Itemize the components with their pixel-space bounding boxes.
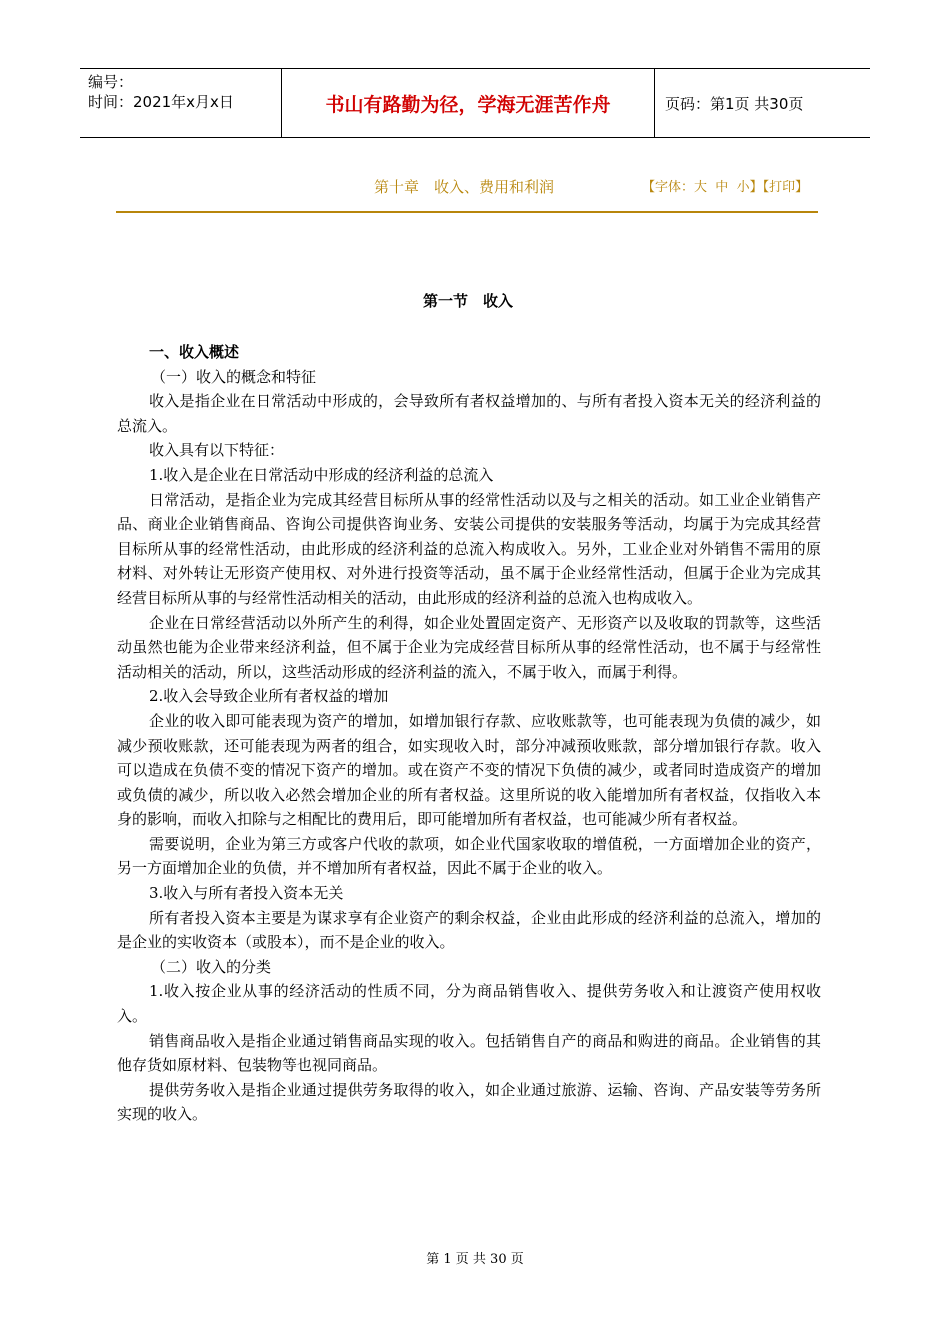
page-footer: 第 1 页 共 30 页	[426, 1252, 524, 1267]
paragraph: 所有者投入资本主要是为谋求享有企业资产的剩余权益，企业由此形成的经济利益的总流入，增加的是企业的实收资本（或股本），而不是企业的收入。	[117, 908, 821, 952]
document-header	[80, 68, 870, 138]
subsection-heading: （一）收入的概念和特征	[151, 367, 317, 386]
paragraph: 3.收入与所有者投入资本无关	[149, 884, 344, 903]
paragraph: 销售商品收入是指企业通过销售商品实现的收入。包括销售自产的商品和购进的商品。企业销售的其他存货如原材料、包装物等也视同商品。	[117, 1031, 821, 1075]
paragraph: 提供劳务收入是指企业通过提供劳务取得的收入，如企业通过旅游、运输、咨询、产品安装等劳务所实现的收入。	[117, 1080, 821, 1124]
header-meta	[80, 69, 282, 137]
font-small-link[interactable]: 小	[736, 180, 750, 195]
chapter-bar	[116, 172, 820, 200]
article-body	[117, 340, 821, 1127]
paragraph: 企业的收入即可能表现为资产的增加，如增加银行存款、应收账款等，也可能表现为负债的减少，如减少预收账款，还可能表现为两者的组合，如实现收入时，部分冲减预收账款，部分增加银行存款。收入可以造成在负债不变的情况下资产的增加。或在资产不变的情况下负债的减少，或者同时造成资产的增加或负债的减少，所以收入必然会增加企业的所有者权益。这里所说的收入能增加所有者权益，仅指收入本身的影响，而收入扣除与之相配比的费用后，即可能增加所有者权益，也可能减少所有者权益。	[117, 711, 821, 829]
section-title: 第一节 收入	[422, 292, 513, 310]
subsection-heading: （二）收入的分类	[151, 957, 272, 976]
font-size-label: 【字体：	[642, 180, 695, 195]
font-tools	[642, 176, 808, 195]
chapter-title: 第十章 收入、费用和利润	[374, 178, 555, 196]
paragraph: 1.收入按企业从事的经济活动的性质不同，分为商品销售收入、提供劳务收入和让渡资产使用权收入。	[117, 982, 821, 1026]
date-label: 时间：2021年x月x日	[88, 93, 234, 111]
paragraph: 2.收入会导致企业所有者权益的增加	[149, 687, 389, 706]
paragraph: 需要说明，企业为第三方或客户代收的款项，如企业代国家收取的增值税，一方面增加企业的资产，另一方面增加企业的负债，并不增加所有者权益，因此不属于企业的收入。	[117, 834, 821, 878]
paragraph: 收入是指企业在日常活动中形成的，会导致所有者权益增加的、与所有者投入资本无关的经济利益的总流入。	[117, 392, 821, 435]
paragraph: 日常活动，是指企业为完成其经营目标所从事的经常性活动以及与之相关的活动。如工业企业销售产品、商业企业销售商品、咨询公司提供咨询业务、安装公司提供的安装服务等活动，均属于为完成其经营目标所从事的经常性活动，由此形成的经济利益的总流入构成收入。另外，工业企业对外销售不需用的原材料、对外转让无形资产使用权、对外进行投资等活动，虽不属于企业经常性活动，但属于企业为完成其经营目标所从事的与经常性活动相关的活动，由此形成的经济利益的总流入也构成收入。	[117, 490, 821, 607]
paragraph: 收入具有以下特征：	[149, 441, 285, 460]
number-label: 编号：	[88, 73, 134, 91]
print-link[interactable]: 【打印】	[762, 180, 809, 195]
paragraph: 企业在日常经营活动以外所产生的利得，如企业处置固定资产、无形资产以及收取的罚款等，这些活动虽然也能为企业带来经济利益，但不属于企业为完成经营目标所从事的经常性活动，也不属于与经常性活动相关的活动，所以，这些活动形成的经济利益的流入，不属于收入，而属于利得。	[117, 613, 821, 681]
font-medium-link[interactable]: 中	[715, 180, 729, 195]
paragraph: 1.收入是企业在日常活动中形成的经济利益的总流入	[149, 465, 494, 484]
header-page-info: 页码：第1页 共30页	[665, 94, 804, 113]
font-large-link[interactable]: 大	[694, 180, 708, 195]
header-motto: 书山有路勤为径，学海无涯苦作舟	[282, 69, 655, 137]
font-close-bracket: 】	[749, 180, 763, 195]
divider	[116, 211, 818, 213]
section-heading: 一、收入概述	[149, 343, 240, 361]
